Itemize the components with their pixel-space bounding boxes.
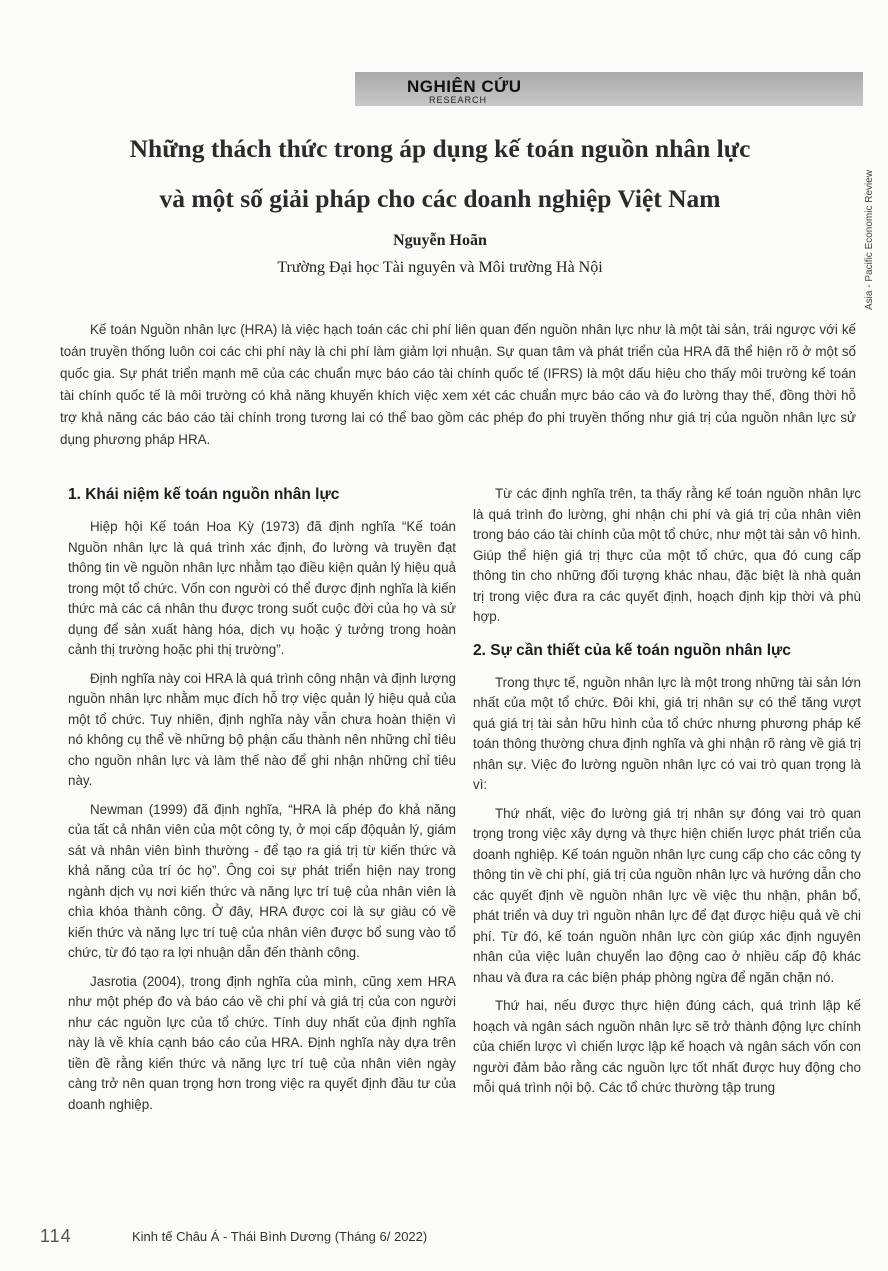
abstract: Kế toán Nguồn nhân lực (HRA) là việc hạch toán các chi phí liên quan đến nguồn nhân lực như là một tài sản, trái ngược với kế toán truyền thống luôn coi các chi phí này là chi phí làm giảm lợi nhuận. Sự quan tâm và phát triển của HRA đã thể hiện rõ ở một số quốc gia. Sự phát triển mạnh mẽ của các chuẩn mực báo cáo tài chính quốc tế (IFRS) là một dấu hiệu cho thấy môi trường kế toán tài chính quốc tế là môi trường có khả năng khuyến khích việc xem xét các chuẩn mực báo cáo và đo lường thay thế, đồng thời hỗ trợ khả năng các báo cáo tài chính trong tương lai có thể bao gồm các phép đo phi truyền thống như giá trị của nguồn nhân lực sử dụng phương pháp HRA. [60,322,856,447]
paragraph: Từ các định nghĩa trên, ta thấy rằng kế toán nguồn nhân lực là quá trình đo lường, ghi nhận chi phí và giá trị của nhân viên trong báo cáo tài chính của một tổ chức, như một tài sản vô hình. Giúp thể hiện giá trị thực của một tổ chức, qua đó cung cấp thông tin cho những đối tượng khác nhau, đặc biệt là nhà quản trị trong việc đưa ra các quyết định, hoạch định kịp thời và phù hợp. [473,486,861,624]
paragraph: Newman (1999) đã định nghĩa, “HRA là phép đo khả năng của tất cả nhân viên của một công ty, ở mọi cấp độquản lý, giám sát và nhân viên bình thường - để tạo ra giá trị từ kiến thức và khả năng của trí óc họ”. Ông coi sự phát triển hiện nay trong ngành dịch vụ nơi kiến thức và năng lực trí tuệ của nhân viên là chìa khóa thành công. Ở đây, HRA được coi là sự giàu có về kiến thức và năng lực trí tuệ của nhân viên được bổ sung vào tổ chức, từ đó tạo ra lợi nhuận dẫn đến thành công. [68,801,456,960]
section-label: NGHIÊN CỨU [407,77,522,96]
author-name: Nguyễn Hoãn [393,232,487,249]
title-line-2: và một số giải pháp cho các doanh nghiệp Việt Nam [159,184,721,213]
paragraph: Trong thực tế, nguồn nhân lực là một trong những tài sản lớn nhất của một tổ chức. Đôi khi, giá trị nhân sự có thể tăng vượt quá giá trị tài sản hữu hình của tổ chức nhưng phương pháp kế toán thông thường chưa định nghĩa và ghi nhận rõ ràng về giá trị nhân sự. Việc đo lường nguồn nhân lực có vai trò quan trọng là vì: [473,674,861,792]
section-1-heading: 1. Khái niệm kế toán nguồn nhân lực [68,486,340,503]
author-affiliation: Trường Đại học Tài nguyên và Môi trường Hà Nội [277,259,603,276]
section-label-en: RESEARCH [429,95,488,105]
section-header-band [355,72,863,106]
paragraph: Thứ nhất, việc đo lường giá trị nhân sự đóng vai trò quan trọng trong việc xây dựng và thực hiện chiến lược phát triển của doanh nghiệp. Kế toán nguồn nhân lực cung cấp cho các công ty thông tin về chi phí, giá trị của nguồn nhân lực và hướng dẫn cho các quyết định về nguồn nhân lực về việc thu nhận, phân bổ, phát triển và duy trì nguồn nhân lực để đạt được hiệu quả về chi phí. Từ đó, kế toán nguồn nhân lực còn giúp xác định nguyên nhân của việc luân chuyển lao động cao ở nhiều cấp độ khác nhau và đưa ra các biện pháp phòng ngừa để ngăn chặn nó. [473,805,861,985]
paragraph: Jasrotia (2004), trong định nghĩa của mình, cũng xem HRA như một phép đo và báo cáo về chi phí và giá trị của con người như các nguồn lực của tổ chức. Tính duy nhất của định nghĩa này là về khía cạnh báo cáo của HRA. Định nghĩa này dựa trên tiền đề rằng kiến thức và năng lực trí tuệ của nhân viên ngày càng trở nên quan trọng hơn trong việc ra quyết định đầu tư của doanh nghiệp. [68,973,456,1112]
journal-name: Kinh tế Châu Á - Thái Bình Dương (Tháng 6/ 2022) [132,1229,428,1244]
title-line-1: Những thách thức trong áp dụng kế toán nguồn nhân lực [129,134,751,163]
right-column [473,484,861,1107]
page-number: 114 [40,1226,72,1246]
section-2-heading: 2. Sự cần thiết của kế toán nguồn nhân lực [473,641,791,659]
article-title [40,124,840,224]
paragraph: Thứ hai, nếu được thực hiện đúng cách, quá trình lập kế hoạch và ngân sách nguồn nhân lực sẽ trở thành động lực chính của chiến lược vì chiến lược lập kế hoạch và ngân sách vốn con người đảm bảo rằng các nguồn lực tốt nhất được huy động cho mỗi quá trình nội bộ. Các tổ chức thường tập trung [473,998,861,1095]
paragraph: Hiệp hội Kế toán Hoa Kỳ (1973) đã định nghĩa “Kế toán Nguồn nhân lực là quá trình xác định, đo lường và truyền đạt thông tin về nguồn nhân lực nhằm tạo điều kiện quản lý hiệu quả trong một tổ chức. Vốn con người có thể được định nghĩa là kiến thức mà các cá nhân thu được trong suốt cuộc đời của họ và sử dụng để sản xuất hàng hóa, dịch vụ hoặc ý tưởng trong hoàn cảnh thị trường hoặc phi thị trường”. [68,519,456,657]
journal-side-label: Asia - Pacific Economic Review [864,169,875,310]
left-column [68,484,456,1123]
paragraph: Định nghĩa này coi HRA là quá trình công nhận và định lượng nguồn nhân lực nhằm mục đích hỗ trợ việc quản lý hiệu quả của một tổ chức. Tuy nhiên, định nghĩa này vẫn chưa hoàn thiện vì nó không cụ thể về những bộ phận cấu thành nên những chỉ tiêu cho nguồn nhân lực và làm thế nào để ghi nhận những chỉ tiêu này. [68,670,456,788]
